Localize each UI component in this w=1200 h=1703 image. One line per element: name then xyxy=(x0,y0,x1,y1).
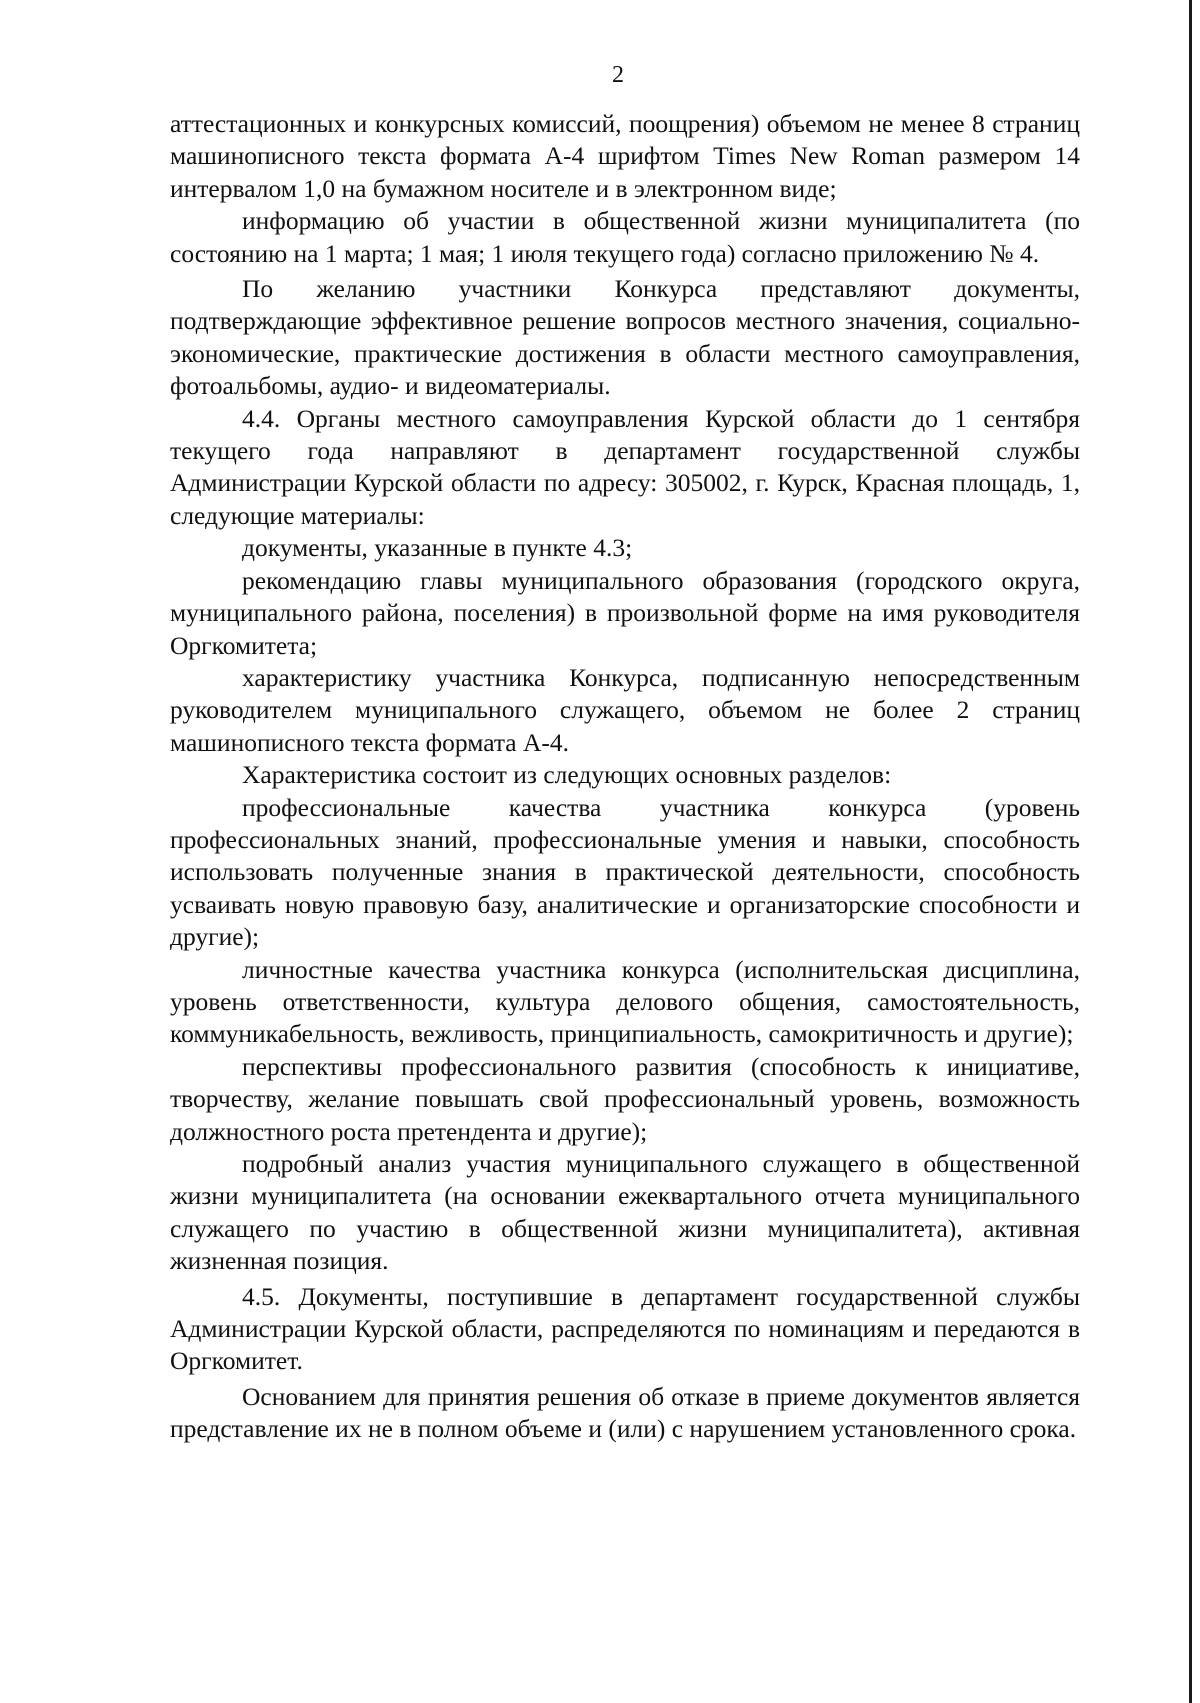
paragraph-section-4-5: 4.5. Документы, поступившие в департамент государственной службы Администрации Курской области, распределяются по номинациям и передаются в Оргкомитет. xyxy=(170,1281,1080,1376)
paragraph-section-4-4: 4.4. Органы местного самоуправления Курской области до 1 сентября текущего года направляют в департамент государственной службы Администрации Курской области по адресу: 305002, г. Курск, Красная площадь, 1, следующие материалы: xyxy=(170,403,1080,530)
page-number: 2 xyxy=(612,62,624,88)
paragraph-recommendation: рекомендацию главы муниципального образования (городского округа, муниципального района, поселения) в произвольной форме на имя руководителя Оргкомитета; xyxy=(170,565,1080,660)
paragraph-characteristic-sections: Характеристика состоит из следующих основных разделов: xyxy=(242,760,892,790)
paragraph-characteristic: характеристику участника Конкурса, подписанную непосредственным руководителем муниципального служащего, объемом не более 2 страниц машинописного текста формата А-4. xyxy=(170,662,1080,757)
paragraph-public-life-analysis: подробный анализ участия муниципального служащего в общественной жизни муниципалитета (на основании ежеквартального отчета муниципального служащего по участию в общественной жизни муниципалитета), активная жизненная позиция. xyxy=(170,1149,1080,1276)
paragraph-professional-qualities: профессиональные качества участника конкурса (уровень профессиональных знаний, профессиональные умения и навыки, способность использовать полученные знания в практической деятельности, способность усваивать новую правовую базу, аналитические и организаторские способности и другие); xyxy=(170,792,1080,952)
paragraph-personal-qualities: личностные качества участника конкурса (исполнительская дисциплина, уровень ответственности, культура делового общения, самостоятельность, коммуникабельность, вежливость, принципиальность, самокритичность и другие); xyxy=(170,954,1080,1049)
paragraph-development-prospects: перспективы профессионального развития (способность к инициативе, творчеству, желание повышать свой профессиональный уровень, возможность должностного роста претендента и другие); xyxy=(170,1051,1080,1146)
paragraph-documents-4-3: документы, указанные в пункте 4.3; xyxy=(242,533,633,563)
document-body xyxy=(170,108,1080,1446)
paragraph-commission-list: аттестационных и конкурсных комиссий, поощрения) объемом не менее 8 страниц машинописного текста формата А-4 шрифтом Times New Roman размером 14 интервалом 1,0 на бумажном носителе и в электронном виде; xyxy=(170,109,1080,203)
paragraph-public-life-info: информацию об участии в общественной жизни муниципалитета (по состоянию на 1 марта; 1 мая; 1 июля текущего года) согласно приложению № 4. xyxy=(170,206,1080,268)
paragraph-optional-documents: По желанию участники Конкурса представляют документы, подтверждающие эффективное решение вопросов местного значения, социально-экономические, практические достижения в области местного самоуправления, фотоальбомы, аудио- и видеоматериалы. xyxy=(170,274,1080,401)
paragraph-refusal-grounds: Основанием для принятия решения об отказе в приеме документов является представление их не в полном объеме и (или) с нарушением установленного срока. xyxy=(170,1381,1080,1444)
page-edge-line xyxy=(1189,0,1192,1703)
